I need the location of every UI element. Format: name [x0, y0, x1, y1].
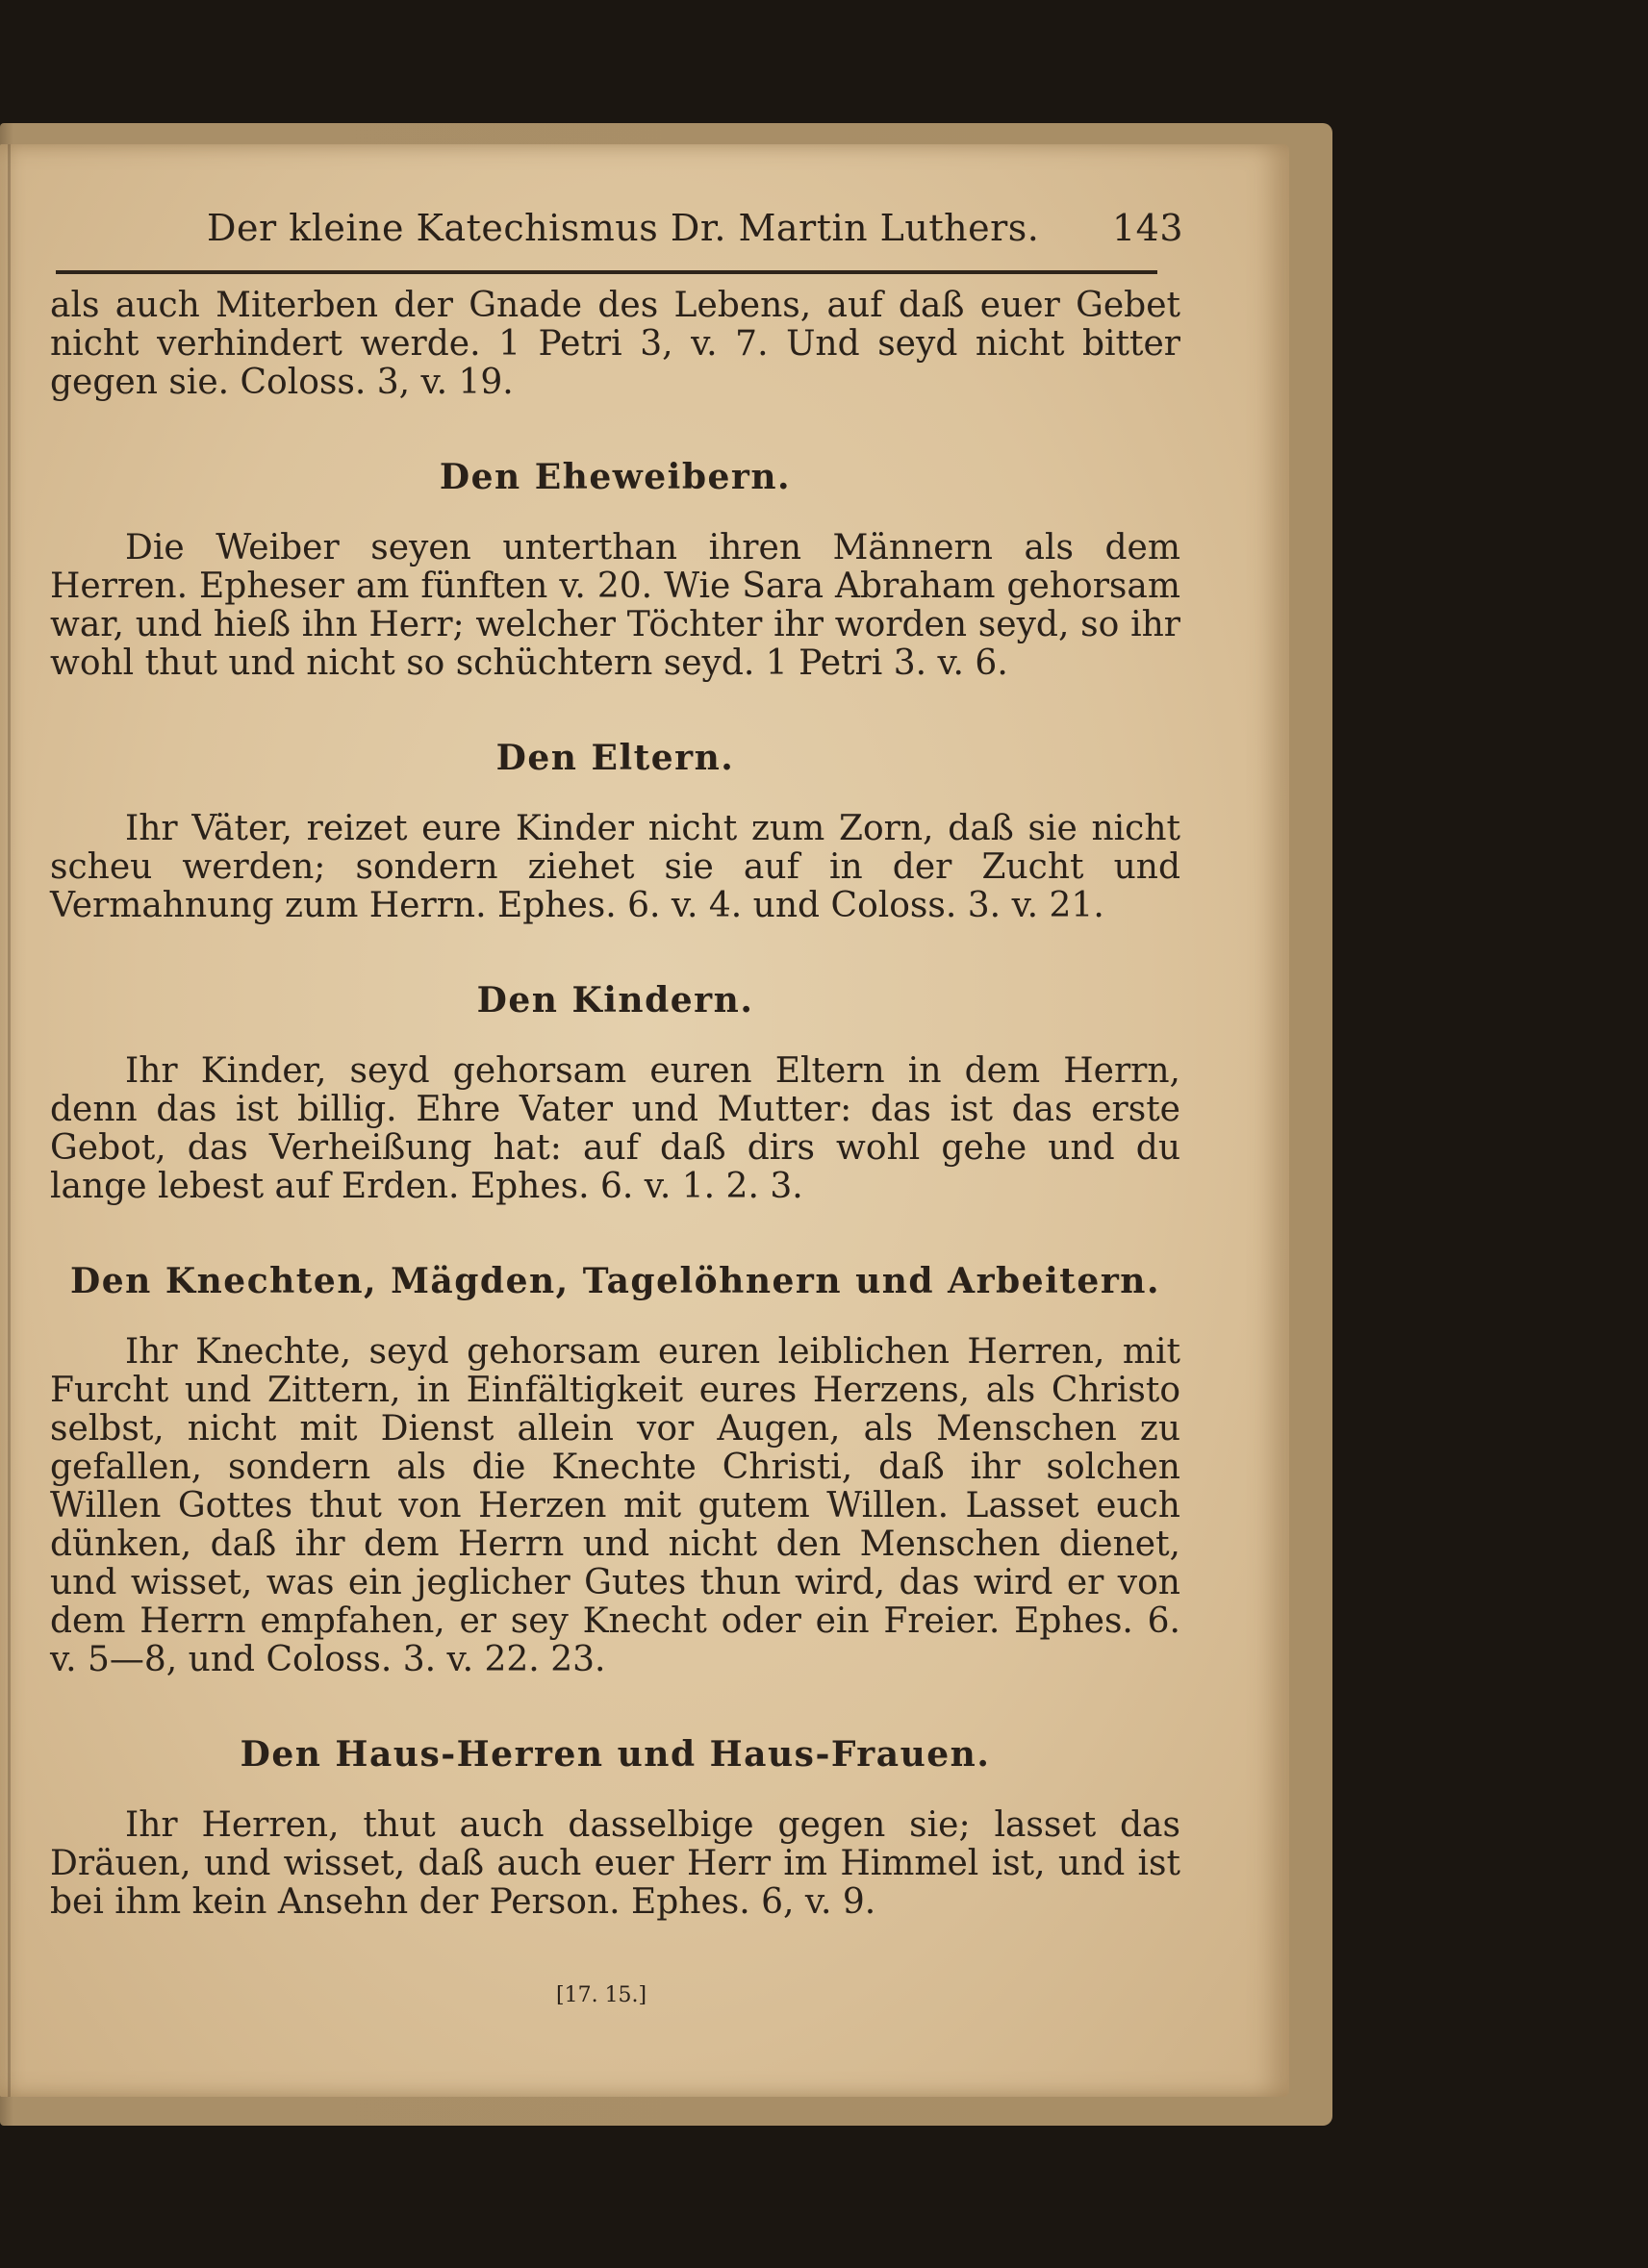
section-heading-hausherren: Den Haus-Herren und Haus-Frauen. [240, 1734, 991, 1775]
section-heading-eltern: Den Eltern. [495, 738, 735, 778]
page-header [207, 207, 1183, 265]
section-text-kindern: Ihr Kinder, seyd gehorsam euren Eltern in dem Herrn, denn das ist billig. Ehre Vater und Mutter: das ist das erste Gebot, das Verheißung hat: auf daß dirs wohl gehe und du lange lebest auf Erden. Ephes. 6. v. 1. 2. 3. [50, 1051, 1180, 1206]
page-fold [8, 144, 11, 2097]
page-number: 143 [1111, 207, 1183, 249]
section-text-eltern: Ihr Väter, reizet eure Kinder nicht zum Zorn, daß sie nicht scheu werden; sondern ziehet sie auf in der Zucht und Vermahnung zum Herrn. Ephes. 6. v. 4. und Coloss. 3. v. 21. [50, 809, 1180, 925]
running-head: Der kleine Katechismus Dr. Martin Luthers. [207, 207, 1040, 249]
section-text-eheweibern: Die Weiber seyen unterthan ihren Männern als dem Herren. Epheser am fünften v. 20. Wie Sara Abraham gehorsam war, und hieß ihn Herr; welcher Töchter ihr worden seyd, so ihr wohl thut und nicht so schüchtern seyd. 1 Petri 3. v. 6. [50, 528, 1180, 683]
section-heading-kindern: Den Kindern. [476, 980, 754, 1021]
section-text-knechten: Ihr Knechte, seyd gehorsam euren leiblichen Herren, mit Furcht und Zittern, in Einfältigkeit eures Herzens, als Christo selbst, nicht mit Dienst allein vor Augen, als Menschen zu gefallen, sondern als die Knechte Christi, daß ihr solchen Willen Gottes thut von Herzen mit gutem Willen. Lasset euch dünken, daß ihr dem Herrn und nicht den Menschen dienet, und wisset, was ein jeglicher Gutes thun wird, das wird er von dem Herrn empfahen, er sey Knecht oder ein Freier. Ephes. 6. v. 5—8, und Coloss. 3. v. 22. 23. [50, 1332, 1180, 1679]
signature-marker: [17. 15.] [556, 1983, 647, 2007]
header-rule [56, 270, 1157, 274]
body-text [50, 287, 1180, 1922]
continuation-paragraph: als auch Miterben der Gnade des Lebens, auf daß euer Gebet nicht verhindert werde. 1 Petri 3, v. 7. Und seyd nicht bitter gegen sie. Coloss. 3, v. 19. [50, 286, 1180, 402]
section-heading-eheweibern: Den Eheweibern. [439, 457, 792, 497]
section-text-hausherren: Ihr Herren, thut auch dasselbige gegen sie; lasset das Dräuen, und wisset, daß auch euer Herr im Himmel ist, und ist bei ihm kein Ansehn der Person. Ephes. 6, v. 9. [50, 1805, 1180, 1922]
section-heading-knechten: Den Knechten, Mägden, Tagelöhnern und Arbeitern. [70, 1261, 1160, 1301]
